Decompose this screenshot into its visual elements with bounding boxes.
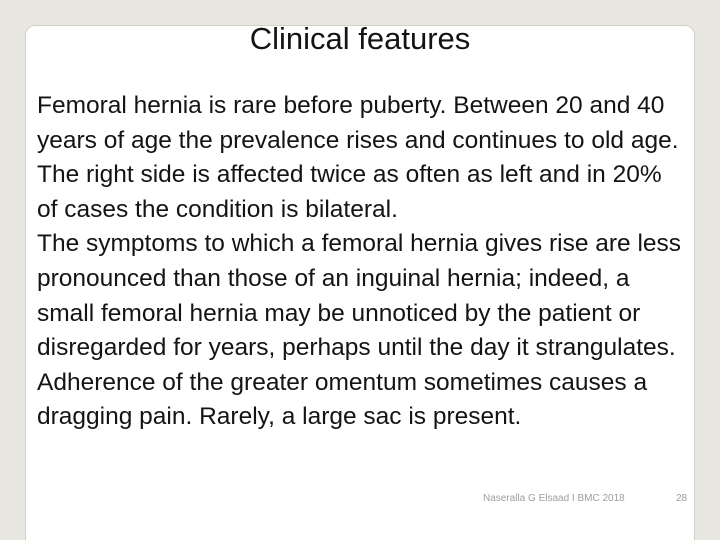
body-paragraph-1: Femoral hernia is rare before puberty. Between 20 and 40 years of age the prevalence rises and continues to old age. The right side is affected twice as often as left and in 20% of cases the condition is bilateral. (37, 92, 679, 223)
slide-title: Clinical features (249, 21, 471, 56)
slide-footer: Naseralla G Elsaad I BMC 2018 (483, 493, 625, 504)
body-paragraph-3: Adherence of the greater omentum sometimes causes a dragging pain. Rarely, a large sac is present. (37, 368, 648, 431)
slide-number: 28 (676, 493, 688, 504)
body-paragraph-2: The symptoms to which a femoral hernia gives rise are less pronounced than those of an inguinal hernia; indeed, a small femoral hernia may be unnoticed by the patient or disregarded for years, perhaps until the day it strangulates. (37, 230, 682, 362)
slide-body (37, 89, 687, 435)
